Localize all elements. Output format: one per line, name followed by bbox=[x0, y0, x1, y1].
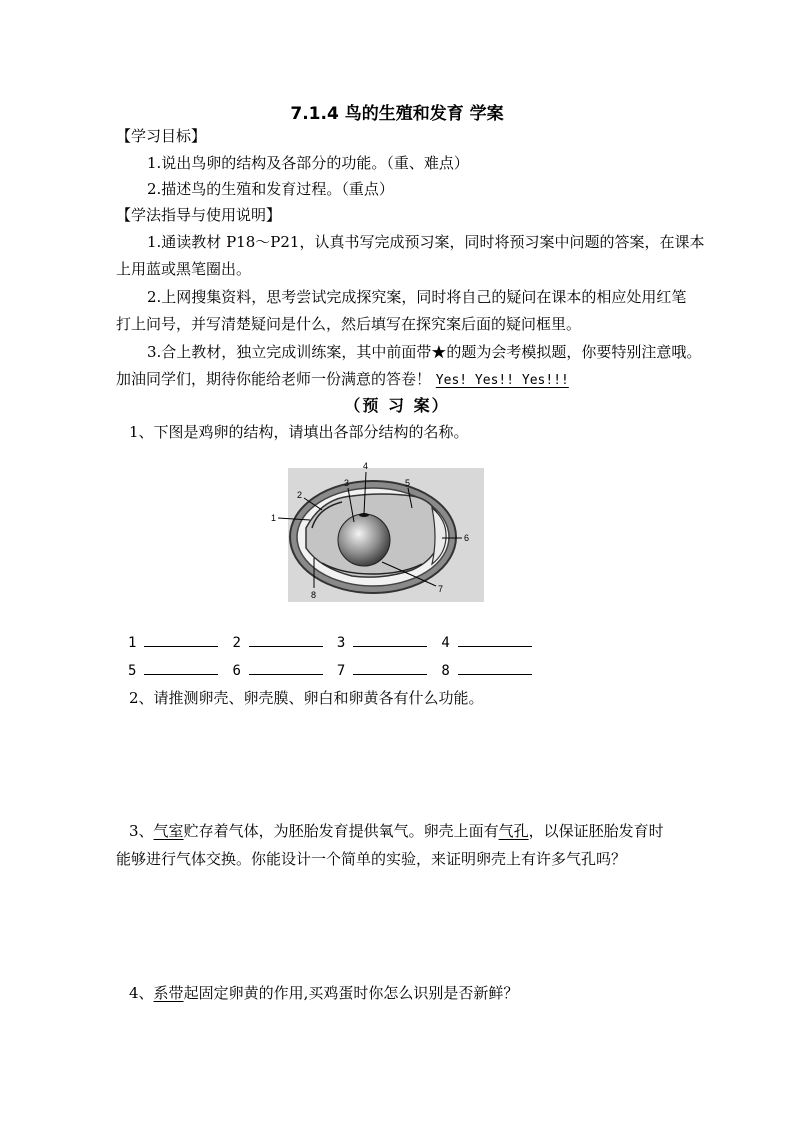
blank-input-1[interactable] bbox=[144, 634, 218, 647]
question-4-number: 4、 bbox=[129, 984, 154, 1002]
guide-paragraph-2b: 打上问号，并写清楚疑问是什么，然后填写在探究案后面的疑问框里。 bbox=[116, 315, 582, 333]
blank-input-6[interactable] bbox=[249, 662, 323, 675]
question-4 bbox=[129, 982, 518, 1004]
guide-paragraph-1b: 上用蓝或黑笔圈出。 bbox=[116, 260, 252, 278]
question-2: 2、请推测卵壳、卵壳膜、卵白和卵黄各有什么功能。 bbox=[129, 689, 484, 707]
question-3-line-1 bbox=[129, 820, 664, 842]
figure-label-4: 4 bbox=[363, 461, 369, 471]
blank-number-4: 4 bbox=[441, 635, 450, 651]
guide-paragraph-1a: 1.通读教材 P18～P21，认真书写完成预习案，同时将预习案中问题的答案，在课本 bbox=[147, 233, 705, 251]
goal-item-1: 1.说出鸟卵的结构及各部分的功能。（重、难点） bbox=[147, 154, 469, 172]
blank-number-2: 2 bbox=[232, 635, 241, 651]
blank-input-7[interactable] bbox=[353, 662, 427, 675]
blank-number-7: 7 bbox=[336, 663, 346, 679]
guide-heading: 【学法指导与使用说明】 bbox=[116, 206, 282, 224]
egg-structure-diagram bbox=[262, 458, 484, 602]
guide-paragraph-2a: 2.上网搜集资料，思考尝试完成探究案，同时将自己的疑问在课本的相应处用红笔 bbox=[147, 288, 687, 306]
page-title: 7.1.4 鸟的生殖和发育 学案 bbox=[290, 104, 504, 124]
question-3-text-a: 贮存着气体，为胚胎发育提供氧气。卵壳上面有 bbox=[183, 822, 499, 840]
figure-label-3: 3 bbox=[344, 478, 350, 488]
question-3-text-b: ，以保证胚胎发育时 bbox=[528, 822, 664, 840]
question-4-text: 起固定卵黄的作用,买鸡蛋时你怎么识别是否新鲜？ bbox=[183, 984, 519, 1002]
figure-label-7: 7 bbox=[438, 584, 444, 594]
egg-yolk bbox=[338, 514, 390, 566]
question-1: 1、下图是鸡卵的结构，请填出各部分结构的名称。 bbox=[129, 423, 469, 441]
blank-number-5: 5 bbox=[128, 663, 137, 679]
blank-number-1: 1 bbox=[128, 635, 137, 651]
goals-heading: 【学习目标】 bbox=[116, 127, 207, 145]
blank-input-8[interactable] bbox=[458, 662, 532, 675]
blank-input-5[interactable] bbox=[144, 662, 218, 675]
cheer-text: Yes! Yes!! Yes!!! bbox=[435, 373, 569, 388]
goal-item-2: 2.描述鸟的生殖和发育过程。（重点） bbox=[147, 180, 394, 198]
figure-label-2: 2 bbox=[297, 490, 303, 500]
blank-number-6: 6 bbox=[232, 663, 241, 679]
question-3-line-2: 能够进行气体交换。你能设计一个简单的实验，来证明卵壳上有许多气孔吗？ bbox=[116, 850, 627, 868]
encouragement-text: 加油同学们，期待你能给老师一份满意的答卷！ bbox=[116, 370, 432, 388]
blank-number-8: 8 bbox=[441, 663, 450, 679]
term-chalaza: 系带 bbox=[153, 984, 184, 1002]
figure-label-5: 5 bbox=[405, 478, 411, 488]
term-air-cell: 气室 bbox=[153, 822, 184, 840]
guide-paragraph-3a: 3.合上教材，独立完成训练案，其中前面带★的题为会考模拟题，你要特别注意哦。 bbox=[147, 343, 702, 361]
figure-label-6: 6 bbox=[464, 533, 470, 543]
blank-input-4[interactable] bbox=[458, 634, 532, 647]
preview-heading: （预 习 案） bbox=[344, 396, 450, 415]
question-3-number: 3、 bbox=[129, 822, 154, 840]
guide-paragraph-4 bbox=[116, 368, 569, 392]
term-pores: 气孔 bbox=[498, 822, 529, 840]
answer-blanks-row-2 bbox=[128, 662, 546, 679]
answer-blanks-row-1 bbox=[128, 634, 546, 651]
blank-input-3[interactable] bbox=[353, 634, 427, 647]
figure-label-1: 1 bbox=[271, 513, 277, 523]
blank-input-2[interactable] bbox=[249, 634, 323, 647]
blank-number-3: 3 bbox=[336, 635, 346, 651]
figure-label-8: 8 bbox=[311, 590, 317, 600]
